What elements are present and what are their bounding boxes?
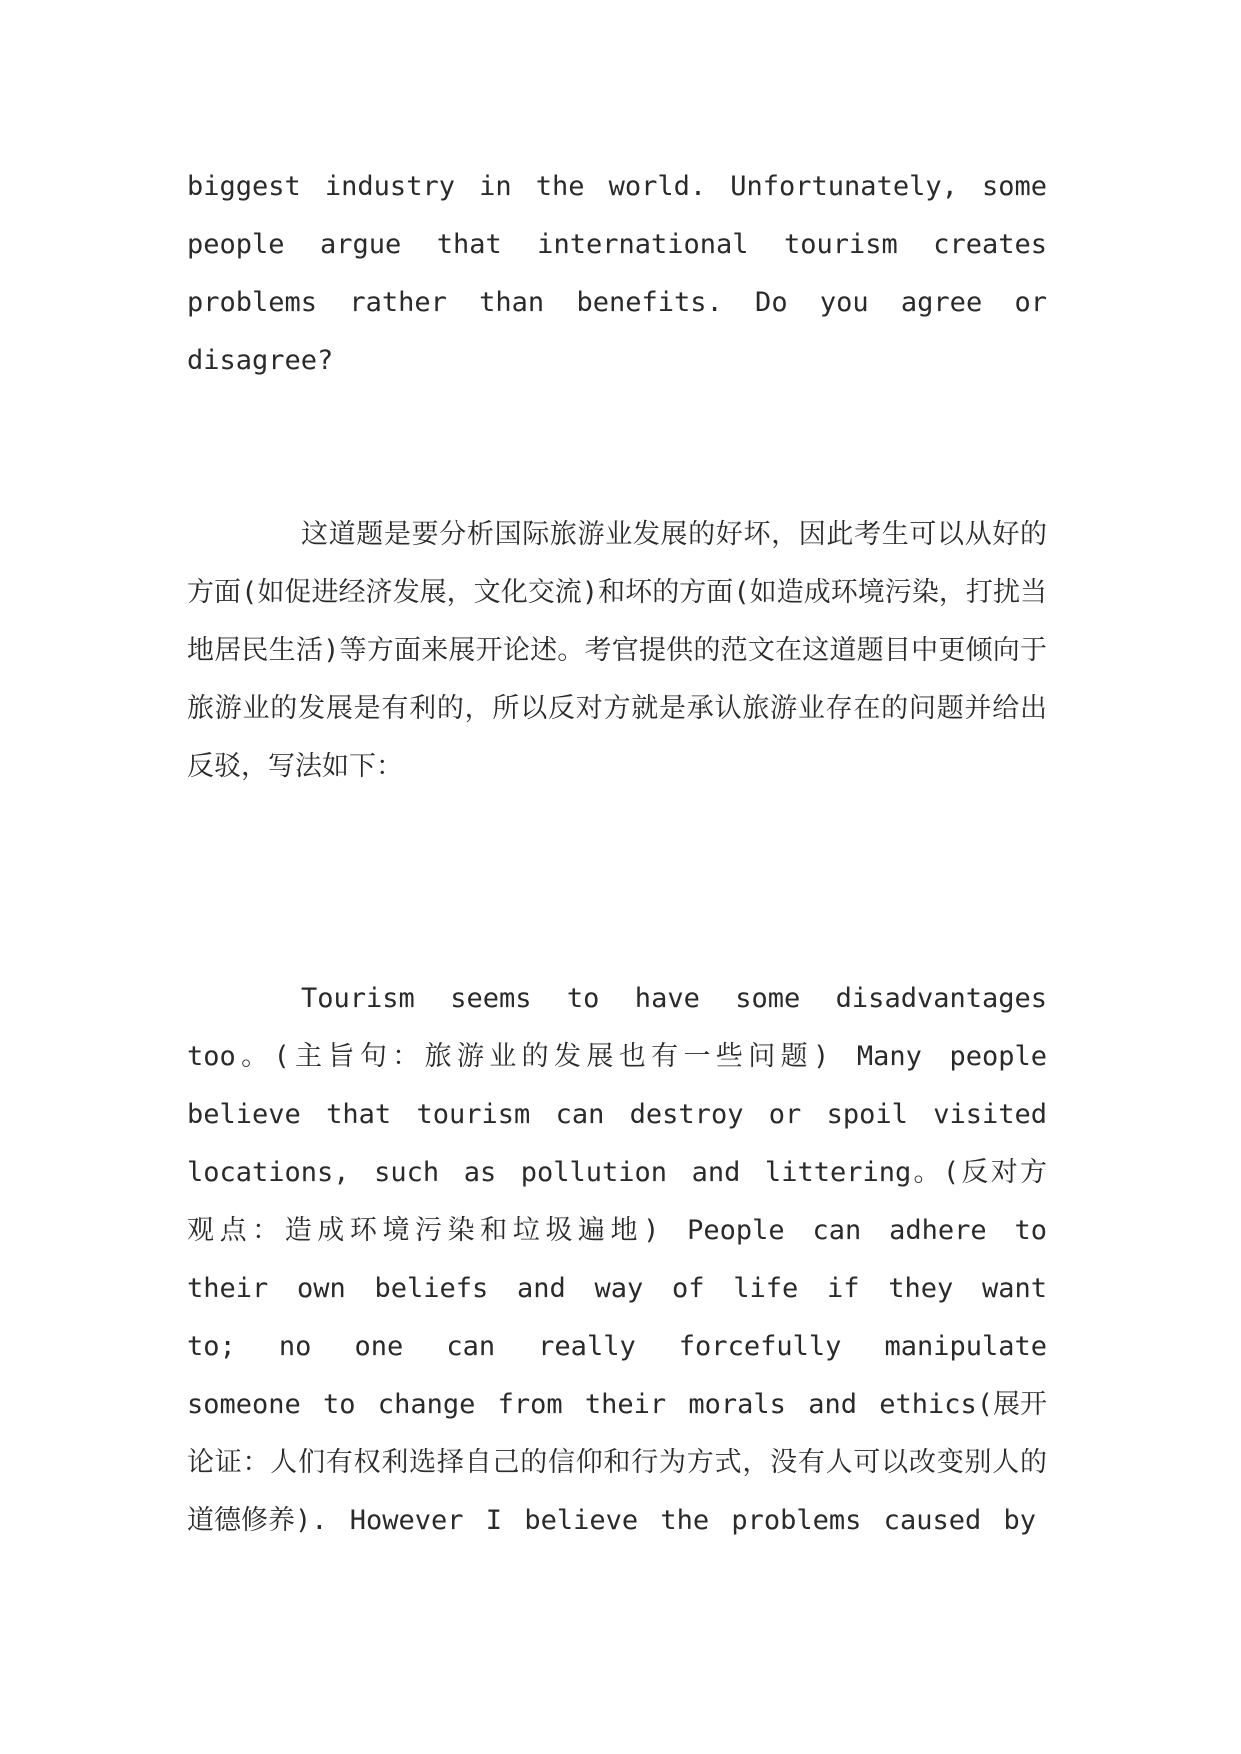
sample-answer-paragraph: Tourism seems to have some disadvantages too。(主旨句：旅游业的发展也有一些问题) Many people believe that tourism can destroy or spoil visited locations, such as pollution and littering。(反对方观点：造成环境污染和垃圾遍地) People can adhere to their own beliefs and way of life if they want to; no one can really forcefully manipulate someone to change from their morals and ethics(展开论证：人们有权利选择自己的信仰和行为方式，没有人可以改变别人的道德修养). However I believe the problems caused by — [187, 983, 1048, 1536]
analysis-paragraph: 这道题是要分析国际旅游业发展的好坏，因此考生可以从好的方面(如促进经济发展，文化交流)和坏的方面(如造成环境污染，打扰当地居民生活)等方面来展开论述。考官提供的范文在这道题目中更倾向于旅游业的发展是有利的，所以反对方就是承认旅游业存在的问题并给出反驳，写法如下： — [187, 519, 1047, 782]
essay-question-paragraph: biggest industry in the world. Unfortunately, some people argue that international tourism creates problems rather than benefits. Do you agree or disagree? — [187, 171, 1047, 376]
